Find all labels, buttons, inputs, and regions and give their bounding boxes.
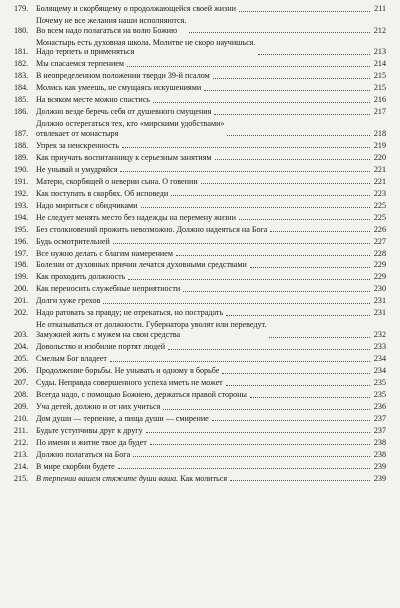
entry-title-line: Монастырь есть духовная школа. Молитве не скоро научишься. <box>36 37 256 47</box>
page-number: 235 <box>373 377 386 387</box>
entry-number: 194. <box>14 212 29 222</box>
entry-title-line: Как поступать в скорбях. Об исповеди <box>36 188 169 198</box>
entry-title <box>36 201 138 211</box>
page-number: 214 <box>373 59 386 69</box>
entry-body <box>36 177 386 187</box>
entry-title-line: На всяком месте можно спастись <box>36 95 150 105</box>
entry-body <box>36 141 386 151</box>
page-number: 212 <box>373 25 386 35</box>
entry-title <box>36 378 223 388</box>
toc-entry <box>14 354 386 364</box>
toc-entry <box>14 260 386 270</box>
entry-number: 188. <box>14 140 29 150</box>
page-number: 238 <box>373 437 386 447</box>
entry-title <box>36 426 143 436</box>
toc-entry <box>14 378 386 388</box>
entry-number: 206. <box>14 365 29 375</box>
dot-leader <box>122 147 370 148</box>
page-number: 215 <box>373 71 386 81</box>
toc-entry <box>14 177 386 187</box>
entry-number: 196. <box>14 236 29 246</box>
entry-title <box>36 249 173 259</box>
toc-entry <box>14 474 386 484</box>
page-number: 233 <box>373 341 386 351</box>
page-number: 216 <box>373 95 386 105</box>
entry-body <box>36 71 386 81</box>
entry-title <box>36 438 147 448</box>
entry-title <box>36 4 236 14</box>
toc-entry <box>14 189 386 199</box>
entry-number: 203. <box>14 330 29 339</box>
entry-title-line: Должно везде беречь себя от душевного смущения <box>36 107 212 117</box>
entry-title <box>36 213 236 223</box>
entry-body <box>36 474 386 484</box>
entry-title <box>36 260 247 270</box>
entry-title <box>36 107 211 117</box>
entry-number: 179. <box>14 4 29 13</box>
entry-title-italic: В терпении вашем стяжите души ваша. <box>36 473 179 483</box>
entry-body <box>36 237 386 247</box>
entry-number: 197. <box>14 248 29 258</box>
page-number: 235 <box>373 389 386 399</box>
entry-title <box>36 354 107 364</box>
entry-title-line: Не отказываться от должности. Губернатора уволят или переведут. <box>36 320 267 330</box>
entry-title <box>36 177 198 187</box>
entry-body <box>36 213 386 223</box>
entry-title <box>36 189 168 199</box>
entry-title-line: Как проходить должность <box>36 272 126 282</box>
entry-body <box>36 354 386 364</box>
entry-title <box>36 16 186 35</box>
entry-number: 186. <box>14 107 29 117</box>
entry-title-line: Долги хуже грехов <box>36 296 101 306</box>
toc-entry <box>14 308 386 318</box>
dot-leader <box>120 171 370 172</box>
entry-title <box>36 141 119 151</box>
entry-title-line: В неопределенном положении тверди 39-й псалом <box>36 71 210 81</box>
dot-leader <box>141 207 370 208</box>
entry-title <box>36 474 227 484</box>
entry-number: 189. <box>14 152 29 162</box>
entry-body <box>36 426 386 436</box>
entry-title-line: Мы спасаемся терпением <box>36 59 124 69</box>
entry-body <box>36 107 386 117</box>
toc-entry <box>14 390 386 400</box>
entry-title-line: Во всем надо полагаться на волю Божию <box>36 25 178 35</box>
entry-number: 208. <box>14 389 29 399</box>
toc-entry <box>14 237 386 247</box>
entry-title-line: Молись как умеешь, не смущаясь искушениями <box>36 83 202 93</box>
entry-body <box>36 16 386 35</box>
toc-entry <box>14 201 386 211</box>
dot-leader <box>214 114 370 115</box>
toc-entry <box>14 213 386 223</box>
dot-leader <box>128 279 370 280</box>
entry-body <box>36 83 386 93</box>
toc-entry <box>14 107 386 117</box>
toc-entry <box>14 272 386 282</box>
entry-body <box>36 189 386 199</box>
entry-title-line: Матери, скорбящей о неверии сына. О говении <box>36 176 198 186</box>
page-number: 229 <box>373 260 386 270</box>
entry-body <box>36 438 386 448</box>
entry-body <box>36 201 386 211</box>
entry-title-line: По имени и житие твое да будет <box>36 437 147 447</box>
entry-body <box>36 153 386 163</box>
page-number: 231 <box>373 296 386 306</box>
dot-leader <box>227 135 370 136</box>
toc-entry <box>14 320 386 339</box>
page-number: 238 <box>373 449 386 459</box>
page-number: 221 <box>373 176 386 186</box>
dot-leader <box>230 480 370 481</box>
entry-title-line: Как приучать воспитанницу к серьезным занятиям <box>36 152 212 162</box>
entry-number: 212. <box>14 437 29 447</box>
entry-title-line: Как переносить служебные неприятности <box>36 284 181 294</box>
entry-body <box>36 450 386 460</box>
entry-number: 193. <box>14 200 29 210</box>
page-number: 227 <box>373 236 386 246</box>
entry-title <box>36 95 150 105</box>
entry-number: 195. <box>14 224 29 234</box>
entry-body <box>36 260 386 270</box>
entry-title <box>36 402 160 412</box>
entry-title-line: Должно полагаться на Бога <box>36 449 131 459</box>
entry-body <box>36 95 386 105</box>
entry-title <box>36 272 125 282</box>
dot-leader <box>168 349 370 350</box>
entry-title-line: Смелым Бог владеет <box>36 353 107 363</box>
toc-entry <box>14 141 386 151</box>
page-number: 231 <box>373 308 386 318</box>
dot-leader <box>250 267 370 268</box>
entry-body <box>36 390 386 400</box>
entry-title <box>36 414 209 424</box>
dot-leader <box>212 420 370 421</box>
toc-entry <box>14 16 386 35</box>
dot-leader <box>189 32 370 33</box>
entry-number: 215. <box>14 473 29 483</box>
entry-title-line: Надо ратовать за правду; не отрекаться, но пострадать <box>36 308 224 318</box>
entry-number: 192. <box>14 188 29 198</box>
entry-title-line: Всегда надо, с помощью Божиею, держаться правой стороны <box>36 389 247 399</box>
page-number: 225 <box>373 212 386 222</box>
dot-leader <box>204 90 370 91</box>
dot-leader <box>127 66 370 67</box>
page-number: 218 <box>373 128 386 138</box>
entry-number: 207. <box>14 377 29 387</box>
entry-title-line: Не следует менять место без надежды на перемену жизни <box>36 212 236 222</box>
entry-body <box>36 308 386 318</box>
entry-body <box>36 296 386 306</box>
dot-leader <box>201 183 370 184</box>
dot-leader <box>146 432 370 433</box>
entry-title-line: Дом души — терпение, а пища души — смирение <box>36 413 209 423</box>
toc-entry <box>14 462 386 472</box>
entry-number: 183. <box>14 71 29 81</box>
toc-entry <box>14 450 386 460</box>
toc-entry <box>14 165 386 175</box>
entry-title <box>36 366 219 376</box>
entry-title-line: Болезни от духовных причин лечатся духовными средствами <box>36 260 247 270</box>
toc-entry <box>14 438 386 448</box>
dot-leader <box>176 255 370 256</box>
entry-number: 204. <box>14 341 29 351</box>
entry-number: 205. <box>14 353 29 363</box>
entry-body <box>36 378 386 388</box>
page-number: 211 <box>374 4 386 13</box>
toc-entry <box>14 342 386 352</box>
entry-number: 214. <box>14 461 29 471</box>
toc-entry <box>14 4 386 14</box>
entry-title <box>36 342 165 352</box>
entry-title-rest: Как молиться <box>178 473 228 483</box>
dot-leader <box>163 409 370 410</box>
dot-leader <box>226 385 370 386</box>
dot-leader <box>226 315 370 316</box>
entry-body <box>36 272 386 282</box>
entry-title <box>36 284 180 294</box>
entry-title <box>36 38 255 57</box>
entry-title <box>36 225 267 235</box>
entry-title-line: Не унывай и умудряйся <box>36 164 118 174</box>
entry-title <box>36 308 223 318</box>
entry-number: 180. <box>14 25 29 35</box>
page-number: 225 <box>373 200 386 210</box>
entry-title <box>36 119 224 138</box>
toc-entry <box>14 402 386 412</box>
entry-title-line: В мире скорбни будете <box>36 461 115 471</box>
entry-body <box>36 225 386 235</box>
entry-title-line: Все нужно делать с благим намерением <box>36 248 173 258</box>
entry-body <box>36 366 386 376</box>
entry-title-line: отвлекает от монастыря <box>36 128 119 138</box>
page-number: 234 <box>373 353 386 363</box>
entry-title-line: Надо мириться с обидчиками <box>36 200 138 210</box>
entry-title <box>36 390 247 400</box>
toc-entry <box>14 83 386 93</box>
entry-number: 185. <box>14 95 29 105</box>
dot-leader <box>239 11 370 12</box>
toc-entry <box>14 59 386 69</box>
page-number: 220 <box>373 152 386 162</box>
entry-body <box>36 320 386 339</box>
dot-leader <box>150 444 370 445</box>
entry-title-line: Надо терпеть и применяться <box>36 47 135 57</box>
page-number: 232 <box>373 330 386 339</box>
toc-entry <box>14 95 386 105</box>
dot-leader <box>213 78 370 79</box>
page-number: 219 <box>373 140 386 150</box>
dot-leader <box>269 337 370 338</box>
page-number: 234 <box>373 365 386 375</box>
page-number: 213 <box>373 47 386 57</box>
dot-leader <box>133 456 370 457</box>
entry-body <box>36 59 386 69</box>
entry-title-line: Продолжение борьбы. Не унывать и одному в борьбе <box>36 365 220 375</box>
dot-leader <box>258 54 370 55</box>
entry-title <box>36 450 130 460</box>
entry-number: 184. <box>14 83 29 93</box>
entry-title-line: Замужней жить с мужем на свои средства <box>36 330 181 339</box>
table-of-contents <box>14 4 386 483</box>
dot-leader <box>171 195 370 196</box>
page-number: 239 <box>373 461 386 471</box>
toc-entry <box>14 38 386 57</box>
entry-title <box>36 237 110 247</box>
dot-leader <box>118 468 370 469</box>
entry-body <box>36 119 386 138</box>
toc-entry <box>14 284 386 294</box>
entry-title-line: Без столкновений прожить невозможно. Должно надеяться на Бога <box>36 224 268 234</box>
dot-leader <box>110 361 370 362</box>
entry-title <box>36 320 266 339</box>
entry-title <box>36 59 124 69</box>
entry-title-line: Будь осмотрительней <box>36 236 110 246</box>
entry-title-line: Довольство и изобилие портят людей <box>36 341 166 351</box>
entry-number: 209. <box>14 401 29 411</box>
page-number: 239 <box>373 473 386 483</box>
page-number: 237 <box>373 425 386 435</box>
entry-body <box>36 414 386 424</box>
entry-body <box>36 462 386 472</box>
toc-entry <box>14 225 386 235</box>
entry-body <box>36 284 386 294</box>
page-number: 221 <box>373 164 386 174</box>
entry-title <box>36 296 100 306</box>
page-number: 215 <box>373 83 386 93</box>
entry-body <box>36 342 386 352</box>
page-number: 226 <box>373 224 386 234</box>
entry-title <box>36 462 115 472</box>
entry-title <box>36 153 212 163</box>
entry-body <box>36 38 386 57</box>
dot-leader <box>103 303 370 304</box>
entry-body <box>36 249 386 259</box>
entry-title-line: Уча детей, должно и от них учиться <box>36 401 161 411</box>
entry-number: 201. <box>14 296 29 306</box>
entry-body <box>36 4 386 14</box>
entry-number: 181. <box>14 47 29 57</box>
page-number: 229 <box>373 272 386 282</box>
entry-number: 187. <box>14 128 29 138</box>
dot-leader <box>215 159 370 160</box>
entry-number: 190. <box>14 164 29 174</box>
page-number: 228 <box>373 248 386 258</box>
entry-title-line: Упрек за неискренность <box>36 140 119 150</box>
entry-number: 198. <box>14 260 29 270</box>
page-number: 236 <box>373 401 386 411</box>
dot-leader <box>153 102 370 103</box>
dot-leader <box>222 373 370 374</box>
toc-entry <box>14 119 386 138</box>
toc-entry <box>14 296 386 306</box>
entry-number: 202. <box>14 308 29 318</box>
entry-title <box>36 165 117 175</box>
entry-body <box>36 402 386 412</box>
toc-entry <box>14 366 386 376</box>
dot-leader <box>183 291 370 292</box>
dot-leader <box>250 397 370 398</box>
toc-entry <box>14 71 386 81</box>
entry-number: 211. <box>14 425 28 435</box>
entry-title-line: Будьте уступчивы друг к другу <box>36 425 143 435</box>
entry-title-line: Должно остерегаться тех, кто «мирскими удобствами» <box>36 119 225 129</box>
dot-leader <box>113 243 370 244</box>
dot-leader <box>270 231 370 232</box>
toc-entry <box>14 414 386 424</box>
entry-title <box>36 71 210 81</box>
entry-number: 199. <box>14 272 29 282</box>
entry-number: 191. <box>14 176 29 186</box>
page-number: 217 <box>373 107 386 117</box>
toc-entry <box>14 249 386 259</box>
page-number: 237 <box>373 413 386 423</box>
entry-title-line: Суды. Неправда совершенного успеха иметь не может <box>36 377 223 387</box>
page-number: 230 <box>373 284 386 294</box>
entry-number: 200. <box>14 284 29 294</box>
entry-number: 182. <box>14 59 29 69</box>
entry-number: 210. <box>14 413 29 423</box>
toc-entry <box>14 426 386 436</box>
page-number: 223 <box>373 188 386 198</box>
entry-title-line: Почему не все желания наши исполняются. <box>36 15 187 25</box>
entry-title-line: Болящему и скорбящему о продолжающейся своей жизни <box>36 4 236 13</box>
toc-entry <box>14 153 386 163</box>
entry-number: 213. <box>14 449 29 459</box>
dot-leader <box>239 219 370 220</box>
entry-title <box>36 83 201 93</box>
entry-body <box>36 165 386 175</box>
